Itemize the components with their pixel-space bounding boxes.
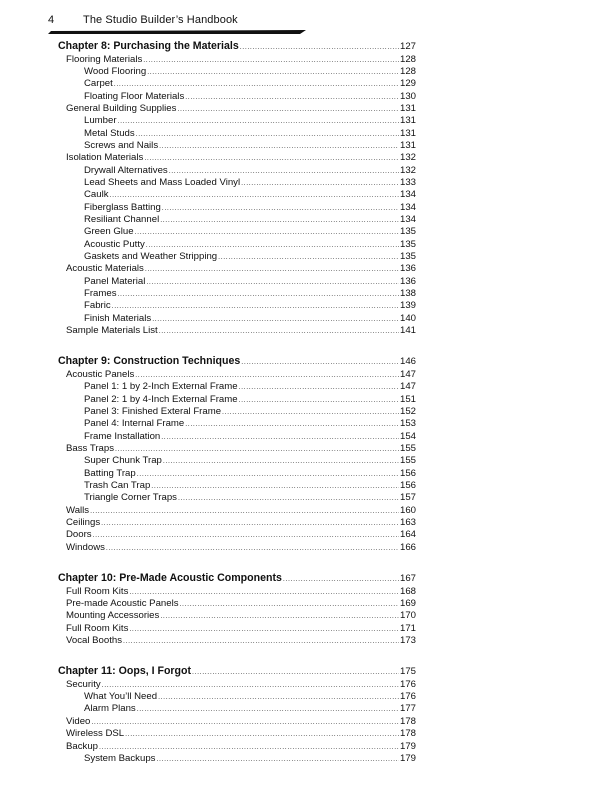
toc-subsection-entry[interactable] [58, 226, 416, 238]
entry-page-number: 175 [399, 666, 416, 678]
entry-title: Trash Can Trap [84, 480, 151, 491]
chapter-section [58, 355, 416, 554]
toc-subsection-entry[interactable] [58, 394, 416, 406]
dot-leader [180, 599, 399, 611]
dot-leader [145, 264, 399, 276]
entry-title: Drywall Alternatives [84, 164, 168, 176]
toc-subsection-entry[interactable] [58, 177, 416, 189]
entry-title: Acoustic Materials [66, 263, 144, 275]
toc-subsection-entry[interactable] [58, 128, 416, 140]
entry-title: Chapter 10: Pre-Made Acoustic Components [58, 572, 282, 585]
entry-title: Screws and Nails [84, 139, 159, 151]
entry-page-number: 173 [399, 634, 416, 646]
entry-page-number: 146 [399, 356, 416, 368]
entry-page-number: 135 [399, 226, 416, 238]
entry-page-number: 155 [399, 455, 416, 467]
entry-title: Bass Traps [66, 442, 114, 454]
entry-title: Walls [66, 504, 90, 516]
dot-leader [161, 432, 399, 444]
entry-title: Lead Sheets and Mass Loaded Vinyl [84, 176, 241, 188]
dot-leader [156, 754, 399, 766]
entry-page-number: 134 [399, 201, 416, 213]
entry-page-number: 147 [399, 381, 416, 393]
entry-title: Green Glue [84, 226, 134, 238]
entry-title: General Building Supplies [66, 102, 177, 114]
entry-title: Chapter 11: Oops, I Forgot [58, 665, 192, 678]
header-rule [48, 30, 306, 34]
entry-title: Wireless DSL [66, 728, 125, 740]
entry-title: Isolation Materials [66, 152, 144, 164]
toc-section-entry[interactable] [58, 517, 416, 529]
dot-leader [151, 481, 399, 493]
dot-leader [106, 543, 399, 555]
entry-title: Chapter 8: Purchasing the Materials [58, 40, 239, 52]
dot-leader [112, 301, 399, 313]
entry-page-number: 140 [399, 312, 416, 324]
entry-title: Alarm Plans [84, 703, 136, 715]
entry-title: Video [66, 715, 91, 727]
toc-subsection-entry[interactable] [58, 492, 416, 504]
entry-title: Chapter 9: Construction Techniques [58, 355, 241, 368]
toc-section-entry[interactable] [58, 54, 416, 66]
dot-leader [160, 611, 399, 623]
entry-title: Metal Studs [84, 127, 135, 139]
toc-subsection-entry[interactable] [58, 115, 416, 127]
entry-title: Windows [66, 541, 105, 553]
toc-subsection-entry[interactable] [58, 276, 416, 288]
entry-page-number: 138 [399, 288, 416, 300]
dot-leader [283, 573, 399, 587]
toc-section-entry[interactable] [58, 716, 416, 728]
entry-title: Gaskets and Weather Stripping [84, 251, 218, 262]
dot-leader [185, 92, 399, 104]
entry-page-number: 132 [399, 152, 416, 164]
chapter-heading[interactable] [58, 355, 416, 369]
toc-section-entry[interactable] [58, 103, 416, 115]
dot-leader [135, 227, 399, 239]
chapter-section [58, 40, 416, 337]
toc-subsection-entry[interactable] [58, 202, 416, 214]
toc-section-entry[interactable] [58, 369, 416, 381]
dot-leader [129, 624, 399, 636]
entry-page-number: 136 [399, 275, 416, 287]
entry-page-number: 129 [399, 78, 416, 90]
entry-page-number: 156 [399, 480, 416, 491]
entry-title: Pre-made Acoustic Panels [66, 597, 179, 609]
entry-title: Doors [66, 529, 92, 541]
toc-section-entry[interactable] [58, 586, 416, 598]
entry-page-number: 179 [399, 752, 416, 764]
toc-subsection-entry[interactable] [58, 703, 416, 715]
entry-page-number: 176 [399, 678, 416, 690]
dot-leader [177, 104, 399, 116]
toc-section-entry[interactable] [58, 529, 416, 541]
toc-section-entry[interactable] [58, 741, 416, 753]
entry-page-number: 179 [399, 740, 416, 752]
dot-leader [162, 203, 399, 215]
dot-leader [178, 493, 399, 505]
entry-title: Panel Material [84, 275, 146, 287]
dot-leader [144, 153, 399, 165]
dot-leader [239, 382, 399, 394]
chapter-section [58, 572, 416, 647]
entry-page-number: 167 [399, 573, 416, 585]
toc-subsection-entry[interactable] [58, 691, 416, 703]
toc-subsection-entry[interactable] [58, 140, 416, 152]
entry-title: What You’ll Need [84, 691, 158, 703]
entry-title: Mounting Accessories [66, 610, 160, 622]
toc-section-entry[interactable] [58, 623, 416, 635]
dot-leader [123, 636, 399, 648]
toc-section-entry[interactable] [58, 505, 416, 517]
entry-title: Super Chunk Trap [84, 455, 162, 467]
dot-leader [152, 314, 399, 326]
entry-title: Finish Materials [84, 312, 152, 324]
entry-page-number: 160 [399, 504, 416, 516]
dot-leader [239, 395, 399, 407]
toc-subsection-entry[interactable] [58, 753, 416, 765]
entry-page-number: 134 [399, 189, 416, 201]
dot-leader [137, 469, 399, 481]
entry-page-number: 132 [399, 164, 416, 176]
entry-title: Floating Floor Materials [84, 90, 185, 102]
entry-title: Full Room Kits [66, 585, 129, 597]
entry-page-number: 154 [399, 430, 416, 442]
entry-page-number: 157 [399, 492, 416, 504]
entry-title: Vocal Booths [66, 634, 123, 646]
dot-leader [137, 704, 399, 716]
toc-subsection-entry[interactable] [58, 78, 416, 90]
toc-subsection-entry[interactable] [58, 91, 416, 103]
entry-title: Sample Materials List [66, 325, 158, 337]
entry-page-number: 177 [399, 703, 416, 715]
entry-title: Security [66, 678, 101, 690]
toc-subsection-entry[interactable] [58, 189, 416, 201]
entry-title: Ceilings [66, 517, 101, 529]
entry-page-number: 153 [399, 418, 416, 430]
entry-page-number: 155 [399, 442, 416, 454]
entry-page-number: 135 [399, 238, 416, 250]
entry-page-number: 168 [399, 585, 416, 597]
dot-leader [241, 178, 399, 190]
entry-title: Panel 3: Finished Exteral Frame [84, 405, 222, 417]
toc-subsection-entry[interactable] [58, 480, 416, 492]
page-number: 4 [48, 14, 55, 26]
toc-section-entry[interactable] [58, 152, 416, 164]
dot-leader [146, 277, 399, 289]
chapter-heading[interactable] [58, 40, 416, 54]
entry-page-number: 131 [399, 115, 416, 127]
entry-title: Full Room Kits [66, 622, 129, 634]
entry-title: Backup [66, 740, 98, 752]
entry-title: Acoustic Panels [66, 368, 135, 380]
entry-title: Triangle Corner Traps [84, 492, 177, 504]
entry-page-number: 139 [399, 300, 416, 312]
dot-leader [240, 41, 399, 55]
toc-subsection-entry[interactable] [58, 313, 416, 325]
entry-title: Fabric [84, 300, 111, 312]
entry-title: Panel 2: 1 by 4-Inch External Frame [84, 393, 238, 405]
entry-page-number: 178 [399, 728, 416, 740]
dot-leader [147, 67, 399, 79]
dot-leader [192, 666, 399, 680]
entry-page-number: 131 [399, 139, 416, 151]
entry-page-number: 131 [399, 102, 416, 114]
entry-page-number: 141 [399, 325, 416, 337]
entry-page-number: 171 [399, 622, 416, 634]
entry-title: System Backups [84, 752, 156, 764]
entry-page-number: 176 [399, 691, 416, 703]
chapter-section [58, 665, 416, 765]
entry-page-number: 130 [399, 90, 416, 102]
table-of-contents [58, 40, 416, 783]
toc-section-entry[interactable] [58, 610, 416, 622]
entry-title: Panel 4: Internal Frame [84, 418, 185, 430]
dot-leader [91, 717, 399, 729]
entry-page-number: 163 [399, 517, 416, 529]
toc-section-entry[interactable] [58, 325, 416, 337]
entry-page-number: 170 [399, 610, 416, 622]
dot-leader [218, 252, 399, 264]
toc-section-entry[interactable] [58, 679, 416, 691]
entry-title: Carpet [84, 78, 113, 90]
entry-page-number: 136 [399, 263, 416, 275]
entry-title: Wood Flooring [84, 65, 147, 77]
toc-subsection-entry[interactable] [58, 431, 416, 443]
toc-section-entry[interactable] [58, 598, 416, 610]
entry-title: Batting Trap [84, 467, 136, 479]
toc-subsection-entry[interactable] [58, 214, 416, 226]
toc-section-entry[interactable] [58, 443, 416, 455]
toc-subsection-entry[interactable] [58, 251, 416, 263]
dot-leader [222, 407, 399, 419]
dot-leader [143, 55, 399, 67]
dot-leader [163, 456, 399, 468]
toc-section-entry[interactable] [58, 263, 416, 275]
dot-leader [160, 215, 399, 227]
entry-page-number: 152 [399, 405, 416, 417]
book-title: The Studio Builder’s Handbook [83, 14, 238, 26]
entry-title: Panel 1: 1 by 2-Inch External Frame [84, 381, 238, 393]
toc-subsection-entry[interactable] [58, 66, 416, 78]
toc-section-entry[interactable] [58, 635, 416, 647]
toc-subsection-entry[interactable] [58, 239, 416, 251]
entry-title: Acoustic Putty [84, 238, 145, 250]
entry-title: Resiliant Channel [84, 213, 160, 225]
entry-page-number: 164 [399, 529, 416, 541]
dot-leader [241, 356, 399, 370]
dot-leader [159, 141, 399, 153]
entry-page-number: 128 [399, 53, 416, 65]
dot-leader [93, 530, 399, 542]
dot-leader [159, 326, 399, 338]
entry-title: Flooring Materials [66, 53, 143, 65]
toc-subsection-entry[interactable] [58, 455, 416, 467]
toc-subsection-entry[interactable] [58, 381, 416, 393]
dot-leader [136, 129, 399, 141]
entry-page-number: 127 [399, 41, 416, 52]
dot-leader [185, 419, 399, 431]
dot-leader [158, 692, 399, 704]
entry-title: Fiberglass Batting [84, 201, 161, 213]
dot-leader [101, 518, 399, 530]
entry-title: Lumber [84, 115, 117, 127]
dot-leader [118, 289, 399, 301]
toc-subsection-entry[interactable] [58, 300, 416, 312]
entry-page-number: 151 [399, 393, 416, 405]
toc-subsection-entry[interactable] [58, 468, 416, 480]
entry-page-number: 166 [399, 541, 416, 553]
entry-page-number: 135 [399, 251, 416, 262]
toc-subsection-entry[interactable] [58, 288, 416, 300]
entry-page-number: 147 [399, 368, 416, 380]
entry-page-number: 134 [399, 213, 416, 225]
dot-leader [90, 506, 399, 518]
toc-subsection-entry[interactable] [58, 418, 416, 430]
entry-page-number: 178 [399, 715, 416, 727]
toc-subsection-entry[interactable] [58, 165, 416, 177]
chapter-heading[interactable] [58, 665, 416, 679]
dot-leader [118, 116, 399, 128]
toc-subsection-entry[interactable] [58, 406, 416, 418]
entry-title: Frames [84, 288, 117, 300]
dot-leader [125, 729, 399, 741]
entry-title: Caulk [84, 189, 109, 201]
entry-page-number: 156 [399, 467, 416, 479]
chapter-heading[interactable] [58, 572, 416, 586]
entry-page-number: 128 [399, 65, 416, 77]
entry-page-number: 133 [399, 176, 416, 188]
entry-page-number: 131 [399, 127, 416, 139]
entry-page-number: 169 [399, 597, 416, 609]
toc-section-entry[interactable] [58, 542, 416, 554]
entry-title: Frame Installation [84, 430, 161, 442]
running-header [48, 12, 308, 34]
toc-section-entry[interactable] [58, 728, 416, 740]
